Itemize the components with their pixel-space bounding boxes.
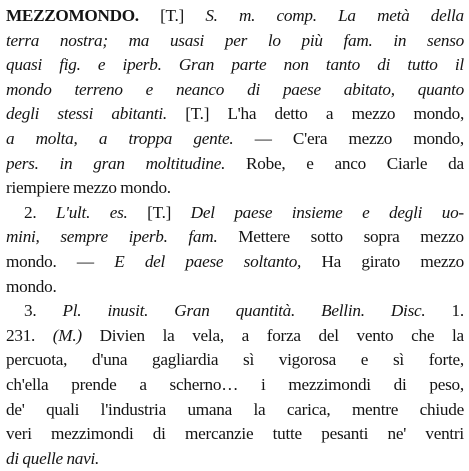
- entry-word: anco: [334, 153, 366, 173]
- entry-word: girato: [361, 251, 400, 271]
- entry-word: paese: [282, 79, 321, 99]
- entry-word: tutte: [272, 424, 302, 444]
- entry-word: comp.: [276, 6, 317, 25]
- entry-word: percuota,: [6, 350, 68, 370]
- entry-word: Gran: [174, 301, 210, 321]
- entry-word: C'era: [292, 128, 328, 148]
- entry-word: Bellin.: [321, 301, 365, 321]
- entry-word: mezzimondi: [51, 424, 134, 444]
- entry-line: [6, 4, 464, 29]
- entry-word: Mettere: [238, 227, 290, 247]
- entry-word: [T.]: [160, 6, 185, 25]
- entry-word: Ciarle: [386, 153, 428, 173]
- entry-word: mezzo: [420, 227, 464, 247]
- entry-line: [6, 250, 464, 275]
- entry-line: [6, 201, 464, 226]
- entry-word: mondo,: [413, 104, 464, 124]
- entry-word: a: [139, 374, 147, 394]
- entry-word: per: [224, 30, 248, 50]
- entry-word: quasi: [6, 55, 42, 75]
- entry-word: detto: [274, 104, 308, 124]
- entry-word: tanto: [325, 55, 361, 75]
- entry-word: neanco: [176, 79, 225, 99]
- entry-line: [6, 348, 464, 373]
- entry-word: vigorosa: [278, 350, 336, 370]
- entry-line: [6, 127, 464, 152]
- entry-word: soltanto,: [243, 251, 302, 271]
- entry-word: 231.: [6, 325, 36, 345]
- entry-word: mezzo: [351, 104, 396, 124]
- entry-word: E: [114, 251, 125, 271]
- entry-word: parte: [231, 55, 267, 75]
- entry-word: vento: [356, 325, 394, 345]
- entry-word: il: [454, 55, 464, 75]
- entry-word: sotto: [310, 227, 343, 247]
- entry-word: mini,: [6, 227, 40, 247]
- entry-line: [6, 275, 464, 300]
- entry-word: di: [247, 79, 260, 99]
- entry-line: [6, 78, 464, 103]
- entry-word: fam.: [343, 30, 373, 50]
- entry-line: [6, 102, 464, 127]
- entry-word: metà: [377, 6, 410, 25]
- entry-word: mezzo: [420, 251, 464, 271]
- entry-word: e: [360, 350, 369, 370]
- entry-word: gran: [93, 153, 125, 173]
- entry-word: a: [98, 128, 108, 148]
- entry-word: quantità.: [235, 301, 296, 321]
- entry-word: gente.: [193, 128, 234, 148]
- entry-word: ventri: [425, 424, 464, 444]
- entry-word: gagliardia: [152, 350, 219, 370]
- entry-word: mercanzie: [184, 424, 254, 444]
- entry-word: Robe,: [246, 153, 286, 173]
- entry-word: ma: [128, 30, 150, 50]
- entry-word: da: [448, 153, 464, 173]
- entry-word: di quelle navi.: [6, 448, 100, 468]
- entry-line: [6, 422, 464, 447]
- entry-word: fig.: [59, 55, 81, 75]
- entry-word: del: [144, 251, 166, 271]
- entry-word: sì: [243, 350, 255, 370]
- entry-word: e: [362, 202, 370, 222]
- entry-word: [T.]: [147, 202, 172, 222]
- entry-word: scherno…: [169, 374, 239, 394]
- entry-word: es.: [109, 202, 128, 222]
- entry-line: [6, 29, 464, 54]
- entry-word: [T.]: [185, 104, 210, 124]
- entry-word: forza: [266, 325, 301, 345]
- entry-word: de': [6, 399, 25, 419]
- entry-word: Gran: [178, 55, 215, 75]
- entry-word: fam.: [188, 227, 218, 247]
- entry-word: a: [241, 325, 249, 345]
- entry-word: carica,: [286, 399, 331, 419]
- entry-word: uo-: [441, 202, 464, 222]
- entry-word: molta,: [35, 128, 78, 148]
- entry-word: veri: [6, 424, 32, 444]
- entry-word: la: [253, 399, 266, 419]
- entry-word: senso: [427, 30, 464, 50]
- entry-word: i: [261, 374, 266, 394]
- entry-word: a: [325, 104, 334, 124]
- entry-word: (M.): [52, 325, 82, 345]
- entry-word: mentre: [351, 399, 399, 419]
- entry-word: inusit.: [107, 301, 149, 321]
- entry-line: [6, 398, 464, 423]
- entry-word: nostra;: [59, 30, 108, 50]
- entry-word: in: [393, 30, 407, 50]
- entry-word: non: [283, 55, 309, 75]
- entry-word: mondo,: [413, 128, 464, 148]
- entry-word: —: [254, 128, 272, 148]
- entry-word: pers.: [6, 153, 39, 173]
- entry-word: prende: [71, 374, 117, 394]
- entry-word: quanto: [417, 79, 464, 99]
- entry-word: abitanti.: [111, 104, 167, 124]
- entry-word: pesanti: [321, 424, 369, 444]
- entry-word: L'ha: [227, 104, 257, 124]
- entry-word: —: [76, 251, 94, 271]
- entry-word: iperb.: [128, 227, 168, 247]
- entry-word: usasi: [169, 30, 205, 50]
- entry-word: l'industria: [100, 399, 166, 419]
- entry-word: terra: [6, 30, 40, 50]
- entry-word: mezzimondi: [288, 374, 371, 394]
- entry-word: lo: [267, 30, 281, 50]
- entry-word: quali: [46, 399, 80, 419]
- entry-line: [6, 225, 464, 250]
- entry-word: più: [301, 30, 323, 50]
- entry-word: umana: [187, 399, 233, 419]
- entry-word: e: [97, 55, 106, 75]
- entry-word: Disc.: [390, 301, 426, 321]
- entry-word: m.: [239, 6, 256, 25]
- entry-line: [6, 373, 464, 398]
- entry-word: di: [377, 55, 391, 75]
- entry-word: e: [306, 153, 314, 173]
- entry-word: mondo.: [6, 276, 57, 296]
- entry-word: Divien: [99, 325, 145, 345]
- entry-word: mondo.: [6, 251, 57, 271]
- entry-word: moltitudine.: [145, 153, 226, 173]
- entry-word: vela,: [192, 325, 224, 345]
- entry-word: tutto: [407, 55, 438, 75]
- headword: MEZZOMONDO.: [6, 6, 139, 25]
- entry-word: Del: [190, 202, 215, 222]
- entry-word: degli: [389, 202, 423, 222]
- entry-word: S.: [205, 6, 218, 25]
- entry-word: la: [451, 325, 464, 345]
- entry-word: sì: [392, 350, 404, 370]
- entry-word: 2.: [24, 202, 37, 222]
- entry-word: della: [430, 6, 464, 25]
- entry-word: Ha: [321, 251, 342, 271]
- entry-word: e: [145, 79, 154, 99]
- entry-word: mondo: [6, 79, 52, 99]
- entry-word: abitato,: [343, 79, 395, 99]
- entry-word: paese: [185, 251, 224, 271]
- entry-word: peso,: [429, 374, 464, 394]
- entry-word: che: [411, 325, 435, 345]
- entry-word: Pl.: [62, 301, 82, 321]
- entry-word: stessi: [57, 104, 94, 124]
- entry-line: [6, 324, 464, 349]
- entry-word: insieme: [291, 202, 343, 222]
- entry-word: d'una: [92, 350, 128, 370]
- entry-word: La: [338, 6, 356, 25]
- entry-word: ne': [387, 424, 407, 444]
- entry-word: iperb.: [122, 55, 162, 75]
- entry-word: troppa: [128, 128, 173, 148]
- entry-word: 3.: [24, 301, 37, 321]
- entry-word: ch'ella: [6, 374, 49, 394]
- entry-line: [6, 447, 464, 471]
- entry-line: [6, 152, 464, 177]
- entry-word: di: [152, 424, 166, 444]
- entry-word: la: [162, 325, 175, 345]
- entry-word: sopra: [363, 227, 400, 247]
- entry-word: L'ult.: [55, 202, 91, 222]
- entry-word: degli: [6, 104, 40, 124]
- entry-word: chiude: [419, 399, 464, 419]
- entry-word: 1.: [451, 301, 464, 321]
- entry-word: paese: [234, 202, 273, 222]
- entry-word: forte,: [428, 350, 464, 370]
- entry-line: [6, 53, 464, 78]
- entry-word: sempre: [60, 227, 108, 247]
- entry-word: mezzo: [348, 128, 393, 148]
- entry-line: [6, 176, 464, 201]
- entry-line: [6, 299, 464, 324]
- entry-word: in: [59, 153, 73, 173]
- entry-word: terreno: [74, 79, 123, 99]
- entry-word: di: [393, 374, 407, 394]
- entry-word: riempiere mezzo mondo.: [6, 178, 171, 198]
- entry-word: a: [6, 128, 15, 148]
- entry-word: del: [318, 325, 339, 345]
